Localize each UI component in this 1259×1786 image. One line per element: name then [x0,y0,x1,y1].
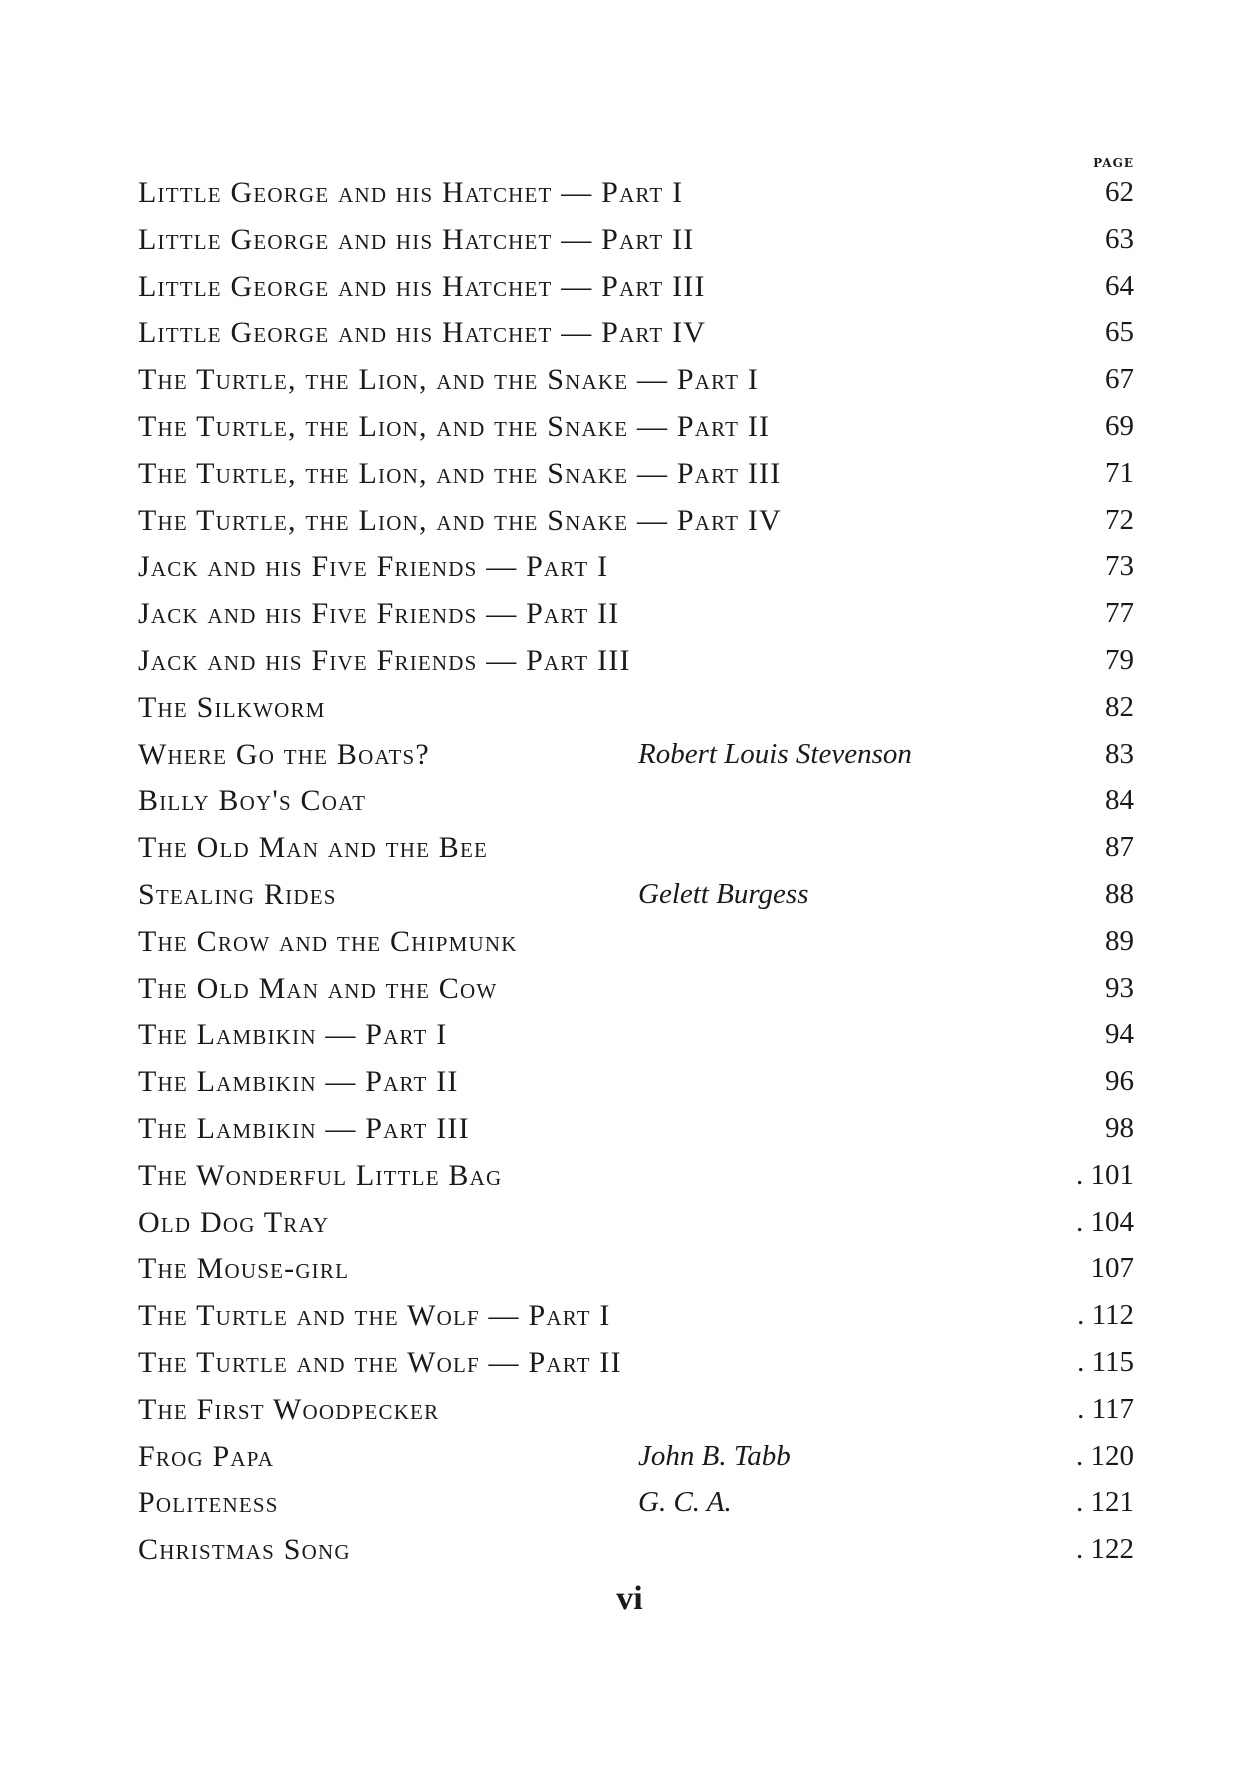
toc-entry-title: The Lambikin — Part II [138,1065,459,1099]
toc-entry-title: The Turtle, the Lion, and the Snake — Part I [138,363,760,397]
toc-entry-page: 77 [1105,597,1134,630]
toc-entry-title: The Turtle, the Lion, and the Snake — Part IV [138,503,782,537]
toc-entry-title: Stealing Rides [138,877,337,911]
toc-entry-page: 82 [1105,690,1134,723]
toc-entry-title: Jack and his Five Friends — Part II [138,597,620,631]
toc-entry-page: 69 [1105,409,1134,442]
toc-entry-title: The First Woodpecker [138,1392,440,1426]
toc-entry [138,1436,1134,1483]
toc-entry-page: 71 [1105,456,1134,489]
toc-entry-title: Billy Boy's Coat [138,784,367,818]
toc-entry-author: John B. Tabb [638,1439,791,1472]
toc-entry [138,359,1134,406]
toc-entry-title: The Lambikin — Part III [138,1111,470,1145]
toc-entry [138,921,1134,968]
toc-entry-page: 98 [1105,1111,1134,1144]
toc-entry [138,827,1134,874]
toc-entry-page: 107 [1090,1252,1134,1285]
toc-entry-page: 96 [1105,1065,1134,1098]
toc-entry-author: G. C. A. [638,1486,732,1519]
toc-entry-title: The Wonderful Little Bag [138,1158,503,1192]
toc-entry-title: The Turtle and the Wolf — Part II [138,1345,622,1379]
toc-entry [138,219,1134,266]
toc-entry-title: Politeness [138,1486,279,1520]
toc-entry-page: 67 [1105,363,1134,396]
toc-entry-page: . 122 [1076,1533,1134,1566]
toc-entry [138,1342,1134,1389]
toc-entry [138,1155,1134,1202]
table-of-contents [138,172,1134,1576]
toc-entry [138,734,1134,781]
toc-entry-page: 65 [1105,316,1134,349]
toc-entry [138,593,1134,640]
toc-entry [138,1202,1134,1249]
toc-entry-title: The Turtle, the Lion, and the Snake — Part III [138,456,782,490]
toc-entry [138,1482,1134,1529]
page-column-label: PAGE [1093,156,1134,170]
toc-entry-title: Frog Papa [138,1439,275,1473]
toc-entry [138,687,1134,734]
toc-entry-page: 83 [1105,737,1134,770]
toc-entry-title: Little George and his Hatchet — Part III [138,269,706,303]
toc-entry-page: 94 [1105,1018,1134,1051]
toc-entry [138,172,1134,219]
toc-entry-title: Little George and his Hatchet — Part II [138,222,695,256]
toc-entry-page: 73 [1105,550,1134,583]
toc-entry-page: . 104 [1076,1205,1134,1238]
toc-entry-author: Robert Louis Stevenson [638,737,912,770]
toc-entry-title: Jack and his Five Friends — Part III [138,643,631,677]
toc-entry [138,453,1134,500]
toc-entry [138,1108,1134,1155]
toc-entry [138,546,1134,593]
toc-entry-title: The Turtle, the Lion, and the Snake — Part II [138,409,771,443]
toc-entry-title: The Turtle and the Wolf — Part I [138,1299,611,1333]
toc-entry-title: The Mouse-girl [138,1252,350,1286]
toc-entry-title: The Lambikin — Part I [138,1018,448,1052]
toc-entry [138,640,1134,687]
toc-entry [138,1389,1134,1436]
toc-entry-title: Old Dog Tray [138,1205,330,1239]
toc-entry-author: Gelett Burgess [638,877,809,910]
toc-entry [138,500,1134,547]
toc-entry-page: 84 [1105,784,1134,817]
toc-entry-title: The Old Man and the Bee [138,831,489,865]
toc-entry-page: . 112 [1077,1299,1134,1332]
toc-entry [138,1061,1134,1108]
toc-entry-page: . 101 [1076,1158,1134,1191]
toc-entry-page: 64 [1105,269,1134,302]
toc-entry-page: 93 [1105,971,1134,1004]
toc-entry-title: Jack and his Five Friends — Part I [138,550,609,584]
toc-entry-title: The Silkworm [138,690,326,724]
toc-entry-page: 62 [1105,176,1134,208]
toc-entry [138,1014,1134,1061]
toc-entry-page: . 121 [1076,1486,1134,1519]
toc-entry [138,406,1134,453]
toc-entry-page: 79 [1105,643,1134,676]
toc-entry [138,780,1134,827]
toc-entry-title: Christmas Song [138,1533,351,1567]
toc-entry-page: 63 [1105,222,1134,255]
toc-entry-page: . 115 [1077,1345,1134,1378]
page-folio: vi [616,1580,643,1617]
toc-entry [138,874,1134,921]
toc-entry-title: The Crow and the Chipmunk [138,924,518,958]
toc-entry-page: 89 [1105,924,1134,957]
toc-entry-page: . 120 [1076,1439,1134,1472]
toc-entry-page: . 117 [1077,1392,1134,1425]
toc-entry [138,1295,1134,1342]
toc-entry [138,1529,1134,1576]
toc-entry [138,1248,1134,1295]
toc-entry-page: 88 [1105,877,1134,910]
toc-entry-title: Little George and his Hatchet — Part I [138,176,684,209]
toc-entry-title: Little George and his Hatchet — Part IV [138,316,707,350]
toc-entry-page: 72 [1105,503,1134,536]
toc-entry [138,968,1134,1015]
toc-entry [138,312,1134,359]
toc-entry-page: 87 [1105,831,1134,864]
toc-entry-title: The Old Man and the Cow [138,971,498,1005]
toc-entry-title: Where Go the Boats? [138,737,430,771]
toc-entry [138,266,1134,313]
